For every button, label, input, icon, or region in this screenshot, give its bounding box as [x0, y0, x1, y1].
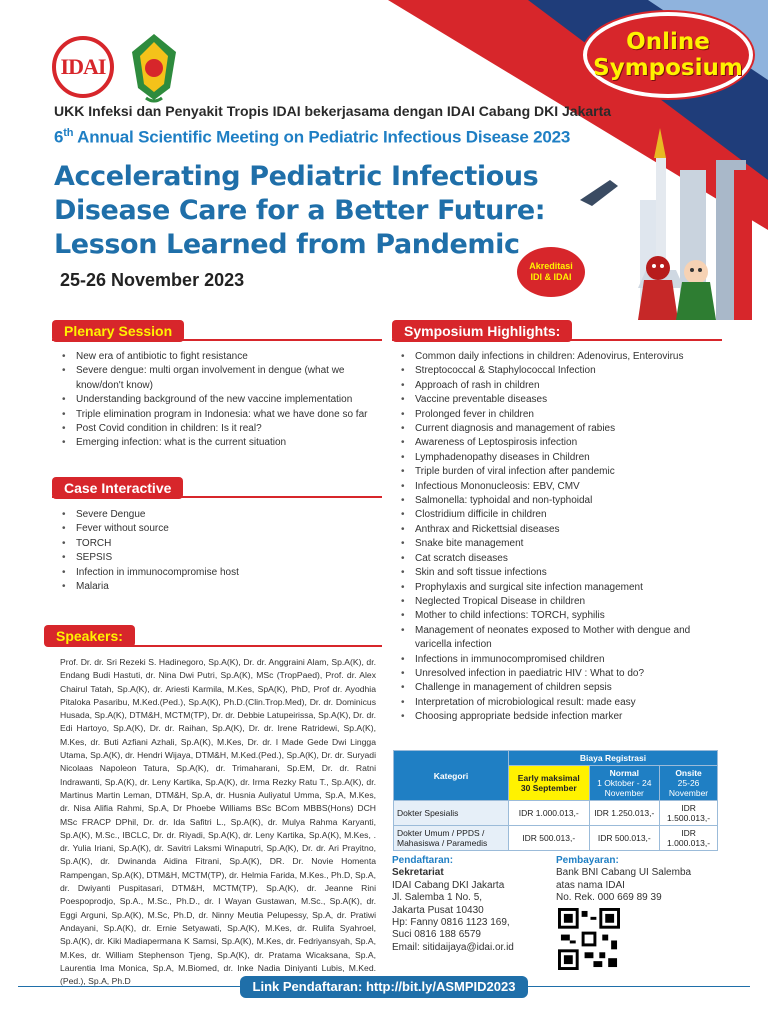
fee-col-onsite: Onsite 25-26 November — [660, 766, 718, 801]
list-item: • Malaria — [60, 580, 380, 594]
list-item: • Choosing appropriate bedside infection marker — [399, 710, 724, 724]
meeting-title: 6th Annual Scientific Meeting on Pediatric Infectious Disease 2023 — [54, 127, 571, 147]
list-item: • Understanding background of the new vaccine implementation — [60, 393, 380, 407]
list-item: • Fever without source — [60, 522, 380, 536]
list-item: • Lymphadenopathy diseases in Children — [399, 451, 724, 465]
accreditation-badge: Akreditasi IDI & IDAI — [515, 245, 587, 299]
speakers-text: Prof. Dr. dr. Sri Rezeki S. Hadinegoro, Sp.A(K), Dr. dr. Anggraini Alam, Sp.A(K), dr. Endang Budi Hastuti, dr. Nina Dwi Putri, Sp.A(K), MSc (TropPaed), Prof. dr. Alex Chairul Tatah, Sp.A(K), dr. Ariesti Karmila, M.Kes, SpA(K), PhD, Prof dr. Ayodhia Pitaloka Pasaribu, M.Ked.(Ped.), Sp.A(K), Ph.D.(Clin.Trop.Med), Dr. dr. Dominicus Husada, Sp.A(K), DTM&H, MCTM(TP), Dr. dr. Debbie Latupeirissa, Sp.A(K), Dr. dr. Edi Hartoyo, Sp.A(K), Dr. dr. Raihan, Sp.A(K), Dr. dr. Irene Ratridewi, Sp.A(K), M.Kes, dr. Buti Azfiani Azhali, Sp.A(K), M.Kes, Dr. dr. I Made Gede Dwi Lingga Utama, Sp.A(K), dr. Hendri Wijaya, DTM&H, M.Ked.(Ped.), Sp.A(K), Dr. dr. Suryadi Nicolaas Napoleon Tatura, Sp.A(K), dr. Trimaharani, Sp.EM, Dr. dr. Ratni Indrawanti, Sp.A(K), dr. Leny Kartika, Sp.A(K), dr. Irma Rezky Ratu T., Sp.A(K), dr. Martinus Martin Leman, DTM&H, Sp.A, dr. Husnia Auliyatul Umma, Sp.A, M.Kes, dr. Nisa Alifia Rahmi, Sp.A, Dr Phoebe Williams BSc BCom MBBS(Hons) DCH MSc FRACP DPhil, Dr. dr. Ida Safitri L., Sp.A(K), dr. Mulya Rahma Karyanti, Sp.A(K), M.Sc., IBCLC, Dr. dr. Riyadi, Sp.A(K), dr. Leny Kartika, Sp.A(K), M.Kes, . dr. Yulia Iriani, Sp.A(K), dr. Savitri Laksmi Winaputri, Sp.A(K), Dr. dr. Ari Prayitno, Sp.A(K), dr. Dwinanda Aidina Fitrani, Sp.A(K), DR. Dr. Novie Homenta Rampengan, Sp.A(K), DTM&H, MCTM(TP), dr. Helmia Farida, M.Kes., Ph.D, Sp.A, dr. Dwiyanti Puspitasari, DTM&H, MCTM(TP), Sp.A(K), dr. Jeanne Rini Poespoprodjo, Sp.A., M.Sc., Ph.D., dr. I Wayan Gustawan, M.Sc., Sp.A(K), dr. Eggi Arguni, Sp.A(K), M.Sc, Ph.D, dr. Ninny Meutia Pelupessy, Sp.A, dr. Pratiwi Andayani, Sp.A(K), dr. Ernie Setyawati, Sp.A(K), M.Kes, dr. Rulifa Syahroel, Sp.A(K), dr. Kiki Madiapermana K Samsi, Sp.A(K), M.Kes, dr. Fedriyansyah, Sp.A, M.Kes, dr. William Stephenson Tjeng, Sp.A(K), dr. Pratama Wicaksana, Sp.A, Laurentia Ima Monica, Sp.A, M.Biomed, dr. Inke Nadia Diniyanti Lubis, M.Ked.(Ped.), Sp.A, Ph.D — [60, 657, 376, 987]
qr-code-icon[interactable] — [558, 908, 620, 970]
list-item: • Infections in immunocompromised children — [399, 653, 724, 667]
speakers-heading: Speakers: — [44, 625, 135, 647]
highlights-list — [399, 350, 724, 725]
event-date: 25-26 November 2023 — [60, 270, 245, 290]
list-item: • Unresolved infection in paediatric HIV : What to do? — [399, 667, 724, 681]
fee-category-header: Kategori — [394, 751, 509, 801]
list-item: • Neglected Tropical Disease in children — [399, 595, 724, 609]
list-item: • Prophylaxis and surgical site infection management — [399, 581, 724, 595]
list-item: • Snake bite management — [399, 537, 724, 551]
list-item: • New era of antibiotic to fight resistance — [60, 350, 380, 364]
fee-col-normal: Normal 1 Oktober - 24 November — [589, 766, 660, 801]
plenary-heading: Plenary Session — [52, 320, 184, 342]
list-item: • Vaccine preventable diseases — [399, 393, 724, 407]
list-item: • Triple burden of viral infection after pandemic — [399, 465, 724, 479]
payment-info: Pembayaran: Bank BNI Cabang UI Salemba atas nama IDAI No. Rek. 000 669 89 39 — [556, 855, 692, 904]
list-item: • Salmonella: typhoidal and non-typhoidal — [399, 494, 724, 508]
list-item: • Anthrax and Rickettsial diseases — [399, 523, 724, 537]
organizer-line: UKK Infeksi dan Penyakit Tropis IDAI bekerjasama dengan IDAI Cabang DKI Jakarta — [54, 103, 612, 119]
list-item: • Interpretation of microbiological result: made easy — [399, 696, 724, 710]
list-item: • TORCH — [60, 537, 380, 551]
list-item: • Triple elimination program in Indonesia: what we have done so far — [60, 408, 380, 422]
list-item: • Challenge in management of children sepsis — [399, 681, 724, 695]
plenary-list — [60, 350, 380, 451]
fee-title: Biaya Registrasi — [509, 751, 718, 766]
list-item: • Awareness of Leptospirosis infection — [399, 436, 724, 450]
list-item: • Infection in immunocompromise host — [60, 566, 380, 580]
registration-fee-table — [393, 750, 718, 851]
registration-link[interactable]: Link Pendaftaran: http://bit.ly/ASMPID2023 — [240, 976, 528, 998]
fee-col-early: Early maksimal 30 September — [509, 766, 590, 801]
list-item: • Emerging infection: what is the current situation — [60, 436, 380, 450]
list-item: • Severe dengue: multi organ involvement in dengue (what we know/don't know) — [60, 364, 380, 393]
list-item: • Severe Dengue — [60, 508, 380, 522]
case-list — [60, 508, 380, 594]
list-item: • Cat scratch diseases — [399, 552, 724, 566]
idai-logo: IDAI — [52, 36, 114, 98]
list-item: • Infectious Mononucleosis: EBV, CMV — [399, 480, 724, 494]
highlights-heading: Symposium Highlights: — [392, 320, 572, 342]
online-symposium-badge: Online Symposium — [583, 12, 753, 98]
list-item: • Common daily infections in children: Adenovirus, Enterovirus — [399, 350, 724, 364]
list-item: • Current diagnosis and management of rabies — [399, 422, 724, 436]
main-title: Accelerating Pediatric Infectious Disease Care for a Better Future: Lesson Learned from Pandemic — [54, 161, 546, 260]
list-item: • SEPSIS — [60, 551, 380, 565]
list-item: • Mother to child infections: TORCH, syphilis — [399, 609, 724, 623]
list-item: • Approach of rash in children — [399, 379, 724, 393]
list-item: • Management of neonates exposed to Mother with dengue and varicella infection — [399, 624, 724, 653]
table-row: Dokter Umum / PPDS / Mahasiswa / Paramedis IDR 500.013,- IDR 500.013,- IDR 1.000.013,- — [394, 826, 718, 851]
idai-emblem-logo — [124, 28, 184, 104]
registration-info: Pendaftaran: Sekretariat IDAI Cabang DKI Jakarta Jl. Salemba 1 No. 5, Jakarta Pusat 10430 Hp: Fanny 0816 1123 169, Suci 0816 188 6579 Email: sitidaijaya@idai.or.id — [392, 855, 514, 953]
list-item: • Prolonged fever in children — [399, 408, 724, 422]
table-row: Dokter Spesialis IDR 1.000.013,- IDR 1.250.013,- IDR 1.500.013,- — [394, 801, 718, 826]
list-item: • Skin and soft tissue infections — [399, 566, 724, 580]
list-item: • Post Covid condition in children: Is it real? — [60, 422, 380, 436]
jakarta-monument-illustration — [540, 110, 768, 330]
list-item: • Clostridium difficile in children — [399, 508, 724, 522]
list-item: • Streptococcal & Staphylococcal Infection — [399, 364, 724, 378]
case-heading: Case Interactive — [52, 477, 183, 499]
